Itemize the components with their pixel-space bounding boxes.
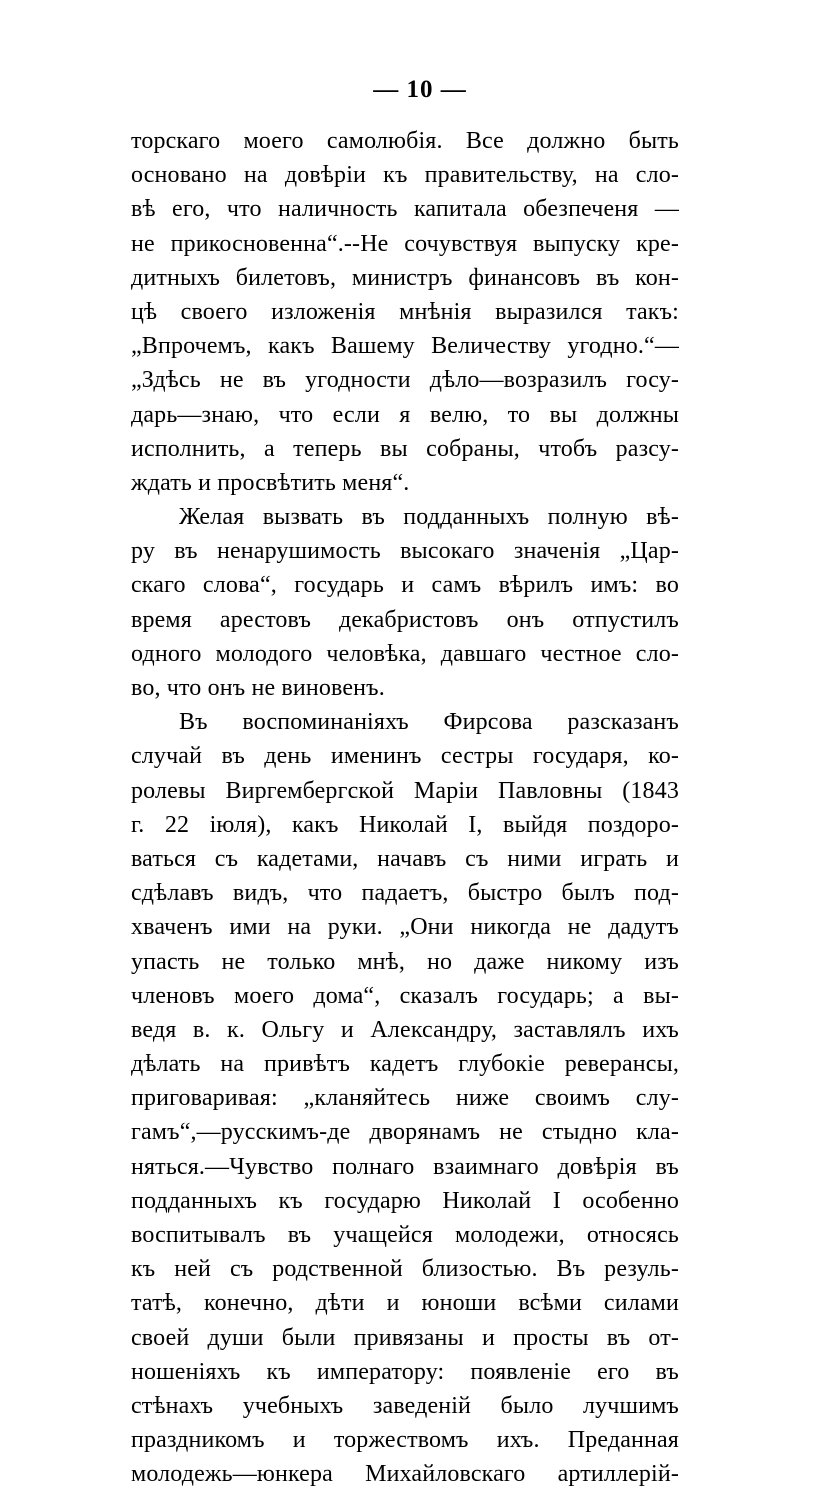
text-line: молодежь—юнкера Михайловскаго артиллерій-: [131, 1461, 679, 1488]
text-line: во, что онъ не виновенъ.: [131, 675, 385, 701]
text-line: скаго слова“, государь и самъ вѣрилъ имъ: во: [131, 572, 679, 599]
text-line: ролевы Виргембергской Маріи Павловны (1843: [131, 777, 679, 804]
text-line: ру въ ненарушимость высокаго значенія „Цар-: [131, 538, 679, 565]
text-line: основано на довѣріи къ правительству, на сло-: [131, 162, 679, 189]
text-line: своей души были привязаны и просты въ от-: [131, 1324, 679, 1351]
paragraph-start-line: Желая вызвать въ подданныхъ полную вѣ-: [179, 504, 679, 531]
text-line: ношеніяхъ къ императору: появленіе его въ: [131, 1358, 679, 1385]
text-line: гамъ“,—русскимъ-де дворянамъ не стыдно кла-: [131, 1119, 679, 1146]
text-line: дѣлать на привѣтъ кадетъ глубокіе реверансы,: [131, 1051, 679, 1078]
text-line: цѣ своего изложенія мнѣнія выразился такъ:: [131, 298, 679, 325]
text-line: упасть не только мнѣ, но даже никому изъ: [131, 948, 679, 975]
text-line: хваченъ ими на руки. „Они никогда не дадутъ: [131, 914, 679, 941]
text-line: праздникомъ и торжествомъ ихъ. Преданная: [131, 1427, 679, 1454]
text-line: не прикосновенна“.--Не сочувствуя выпуску кре-: [131, 230, 679, 257]
text-line: няться.—Чувство полнаго взаимнаго довѣрія въ: [131, 1153, 679, 1180]
text-line: подданныхъ къ государю Николай I особенно: [131, 1187, 679, 1214]
text-line: исполнить, а теперь вы собраны, чтобъ разсу-: [131, 435, 679, 462]
text-line: дитныхъ билетовъ, министръ финансовъ въ кон-: [131, 264, 679, 291]
text-line: торскаго моего самолюбія. Все должно быть: [131, 128, 679, 154]
text-line: членовъ моего дома“, сказалъ государь; а вы-: [131, 982, 679, 1009]
text-line: одного молодого человѣка, давшаго честное сло-: [131, 640, 679, 667]
text-line: татѣ, конечно, дѣти и юноши всѣми силами: [131, 1290, 679, 1317]
text-line: стѣнахъ учебныхъ заведеній было лучшимъ: [131, 1392, 679, 1419]
text-line: „Впрочемъ, какъ Вашему Величеству угодно.“—: [131, 333, 679, 360]
body-text: [131, 124, 679, 1492]
page-number: — 10 —: [373, 76, 467, 103]
text-line: „Здѣсь не въ угодности дѣло—возразилъ госу-: [131, 367, 679, 394]
text-line: воспитывалъ въ учащейся молодежи, относясь: [131, 1222, 679, 1248]
text-line: ведя в. к. Ольгу и Александру, заставлялъ ихъ: [131, 1016, 679, 1043]
text-line: время арестовъ декабристовъ онъ отпустилъ: [131, 606, 679, 633]
text-line: приговаривая: „кланяйтесь ниже своимъ слу-: [131, 1085, 679, 1112]
text-line: ваться съ кадетами, начавъ съ ними играть и: [131, 845, 679, 872]
text-line: сдѣлавъ видъ, что падаетъ, быстро былъ под-: [131, 880, 679, 907]
text-line: вѣ его, что наличность капитала обезпеченя —: [131, 196, 679, 223]
text-line: случай въ день именинъ сестры государя, ко-: [131, 743, 679, 770]
text-line: къ ней съ родственной близостью. Въ резуль-: [131, 1256, 679, 1283]
paragraph-start-line: Въ воспоминаніяхъ Фирсова разсказанъ: [179, 709, 679, 736]
text-line: г. 22 іюля), какъ Николай I, выйдя поздоро-: [131, 811, 679, 838]
text-line: ждать и просвѣтить меня“.: [131, 469, 410, 496]
text-line: дарь—знаю, что если я велю, то вы должны: [131, 401, 679, 428]
